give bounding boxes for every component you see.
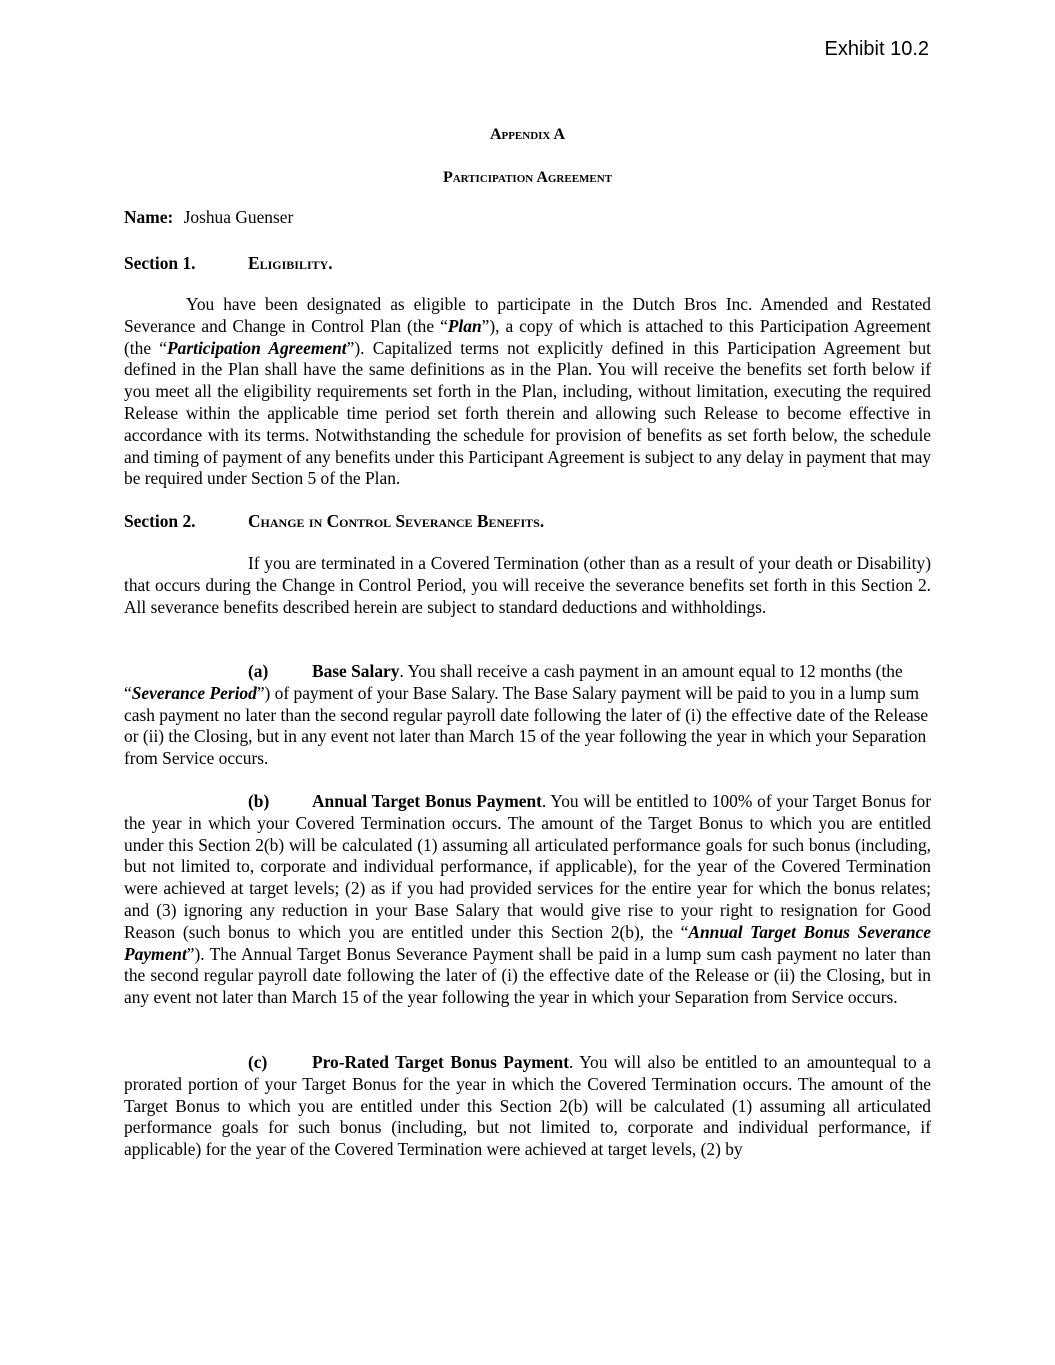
name-label: Name:: [124, 207, 174, 227]
subsection-b: [124, 791, 931, 1009]
subsection-title: Annual Target Bonus Payment: [312, 791, 542, 811]
subsection-a: [124, 661, 931, 770]
appendix-title: Appendix A: [489, 126, 566, 143]
paragraph-text: . You shall receive a cash payment in an amount equal to 12 months (the “: [124, 661, 903, 703]
subsection-title: Base Salary: [312, 661, 400, 681]
subsection-label: (c): [248, 1052, 268, 1072]
defined-term-participation-agreement: Participation Agreement: [167, 337, 347, 358]
section-2-intro: If you are terminated in a Covered Termination (other than as a result of your death or Disability) that occurs during the Change in Control Period, you will receive the severance benefits set forth in this Section 2. All severance benefits described herein are subject to standard deductions and withholdings.: [124, 553, 931, 617]
eligibility-paragraph: [124, 294, 931, 490]
name-line: [124, 207, 293, 229]
section-number: Section 1.: [124, 253, 196, 273]
section-2-heading: [124, 511, 544, 533]
subsection-c: [124, 1052, 931, 1161]
subsection-label: (b): [248, 791, 270, 811]
paragraph-text: ”) of payment of your Base Salary. The Base Salary payment will be paid to you in a lump sum cash payment no later than the second regular payroll date following the later of (i) the effective date of the Release or (ii) the Closing, but in any event not later than March 15 of the year following the year in which your Separation from Service occurs.: [124, 682, 929, 769]
subsection-title: Pro-Rated Target Bonus Payment: [312, 1052, 569, 1072]
paragraph-text: . You will be entitled to 100% of your Target Bonus for the year in which your Covered Termination occurs. The amount of the Target Bonus to which you are entitled under this Section 2(b) will be calculated (1) assuming all articulated performance goals for such bonus (including, but not limited to, corporate and individual performance, if applicable), for the year of the Covered Termination were achieved at target levels; (2) as if you had provided services for the entire year for which the bonus relates; and (3) ignoring any reduction in your Base Salary that would give rise to your right to resignation for Good Reason (such bonus to which you are entitled under this Section 2(b), the “: [124, 791, 931, 942]
section-title: Eligibility.: [248, 253, 333, 273]
section-1-heading: [124, 253, 333, 275]
exhibit-number: Exhibit 10.2: [824, 38, 929, 60]
defined-term-severance-period: Severance Period: [131, 682, 257, 703]
defined-term-annual-target-bonus: Annual Target Bonus Severance Payment: [124, 921, 931, 964]
subsection-label: (a): [248, 661, 269, 681]
paragraph-text: You have been designated as eligible to participate in the Dutch Bros Inc. Amended and Restated Severance and Change in Control Plan (the “: [124, 294, 931, 336]
paragraph-text: . You will also be entitled to an amountequal to a prorated portion of your Target Bonus for the year in which the Covered Termination occurs. The amount of the Target Bonus to which you are entitled under this Section 2(b) will be calculated (1) assuming all articulated performance goals for such bonus (including, but not limited to, corporate and individual performance, if applicable) for the year of the Covered Termination were achieved at target levels, (2) by: [124, 1052, 931, 1160]
paragraph-text: ”), a copy of which is attached to this Participation Agreement (the “: [124, 315, 931, 358]
section-number: Section 2.: [124, 511, 196, 531]
paragraph-text: ”). The Annual Target Bonus Severance Payment shall be paid in a lump sum cash payment no later than the second regular payroll date following the later of (i) the effective date of the Release or (ii) the Closing, but in any event not later than March 15 of the year following the year in which your Separation from Service occurs.: [124, 943, 931, 1008]
agreement-title: Participation Agreement: [442, 169, 613, 186]
section-title: Change in Control Severance Benefits.: [248, 511, 545, 531]
defined-term-plan: Plan: [447, 315, 482, 336]
paragraph-text: ”). Capitalized terms not explicitly defined in this Participation Agreement but defined in the Plan shall have the same definitions as in the Plan. You will receive the benefits set forth below if you meet all the eligibility requirements set forth in the Plan, including, without limitation, executing the required Release within the applicable time period set forth therein and allowing such Release to become effective in accordance with its terms. Notwithstanding the schedule for provision of benefits as set forth below, the schedule and timing of payment of any benefits under this Participant Agreement is subject to any delay in payment that may be required under Section 5 of the Plan.: [124, 337, 932, 489]
participant-name: Joshua Guenser: [183, 207, 294, 227]
